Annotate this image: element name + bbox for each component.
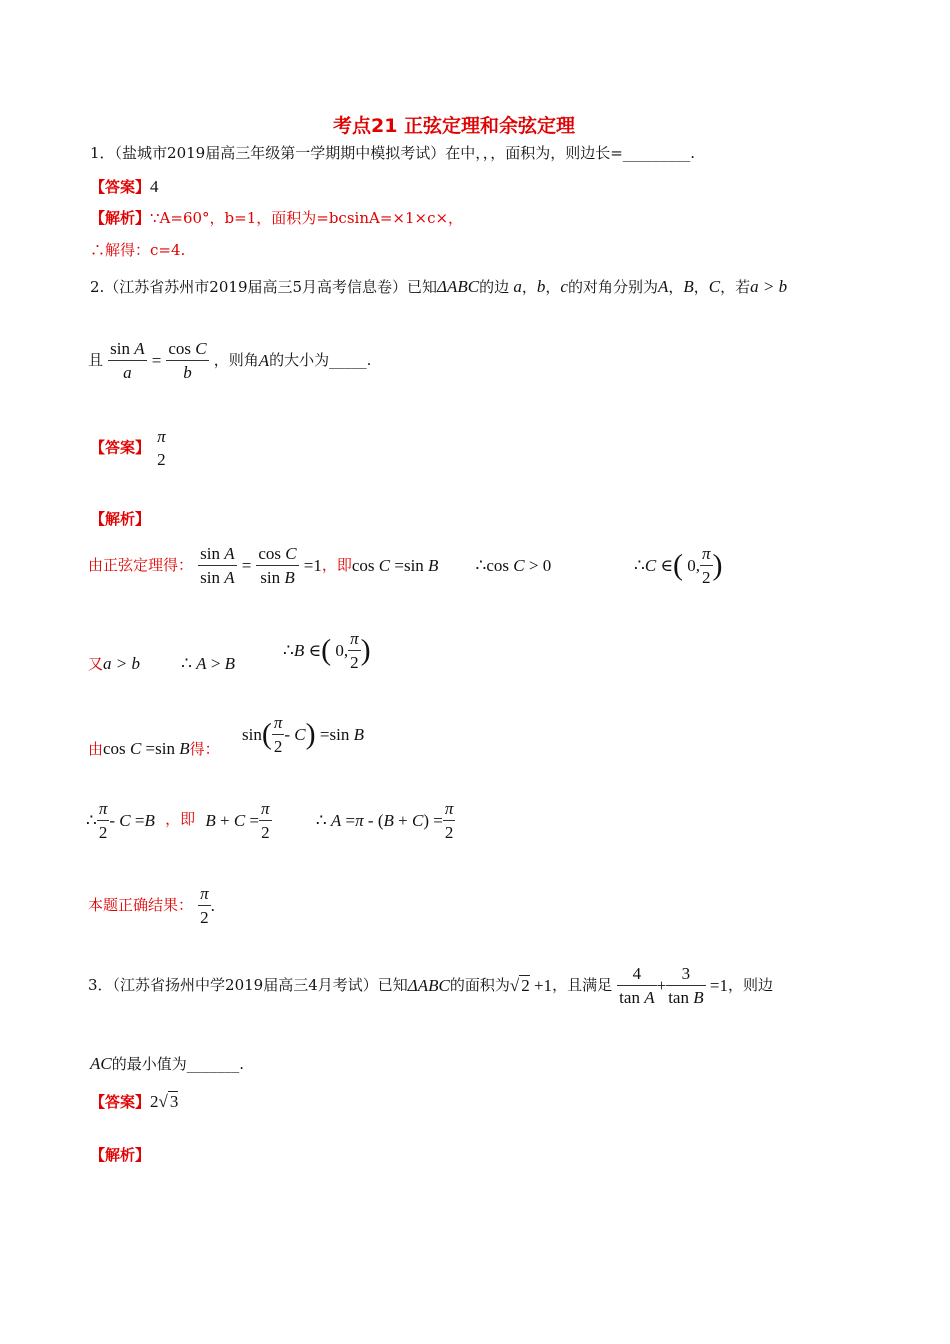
q2-result-label: 本题正确结果： xyxy=(88,896,194,914)
answer-label: 【答案】 xyxy=(90,438,151,457)
q2-stem-part3: 的对角分别为 xyxy=(567,278,658,296)
q3-stem-tail: ，则边 xyxy=(727,976,773,994)
q3-stem-part3: ，且满足 xyxy=(552,976,613,994)
answer-label: 【答案】 xyxy=(90,178,151,196)
answer-value: 4 xyxy=(150,177,159,196)
q2-step1-mid: ，即 xyxy=(321,556,352,574)
q2-step-2-range: ∴B ∈( 0, $\frac{\pi}{2}$ ) xyxy=(283,629,371,672)
q2-step-3-eq: sin( $\frac{\pi}{2}$ - C) =sin B xyxy=(242,713,364,756)
q3-answer xyxy=(90,1093,178,1110)
q2-step3-de: 得： xyxy=(189,740,220,758)
q2-step2-cond: a > b xyxy=(103,654,140,673)
q3-triangle: ΔABC xyxy=(407,976,450,995)
analysis-label: 【解析】 xyxy=(90,1146,151,1164)
fraction-cosC-b: $\frac{\text{cos C}}{b}$ xyxy=(168,339,207,382)
q3-answer-value: 2√ 3 xyxy=(150,1092,179,1111)
q3-stem-part2: 的面积为 xyxy=(449,976,510,994)
analysis-label: 【解析】 xyxy=(90,209,151,227)
q2-step1-label: 由正弦定理得： xyxy=(88,556,194,574)
q2-step2-label: 又 xyxy=(88,655,104,673)
q2-stem-part4: ，若 xyxy=(720,278,751,296)
question-2-stem: 2.（江苏省苏州市2019届高三5月高考信息卷）已知ΔABC的边 a，b，c的对角分别为A，B，C，若a > b xyxy=(90,277,788,296)
analysis-line-1: ∵A=60°，b=1，面积为=bcsinA=×1×c×， xyxy=(150,209,464,227)
q3-stem-line2 xyxy=(90,1055,244,1072)
q2-triangle: ΔABC xyxy=(437,277,480,296)
q2-and: 且 xyxy=(88,351,104,369)
q2-step-1: 由正弦定理得： $\frac{\text{sin A}}{\text{sin A}}$ = $\frac{\text{cos C}}{\text{sin B}}$ =1，即cos C =sin B ∴cos C > 0 xyxy=(88,544,552,587)
q2-step4-ji: ，即 xyxy=(165,812,196,828)
fraction-pi-over-2: π 2 xyxy=(157,427,166,469)
q2-step-1-range: ∴C ∈( 0, $\frac{\pi}{2}$ ) xyxy=(634,544,723,587)
q2-stem-line2: 且 $\frac{\text{sin A}}{a}$ = $\frac{\text{cos C}}{b}$ ，则角A的大小为_____. xyxy=(88,339,372,382)
q2-answer xyxy=(90,428,168,468)
analysis-label: 【解析】 xyxy=(90,510,151,528)
q2-stem-part1: 2.（江苏省苏州市2019届高三5月高考信息卷）已知 xyxy=(90,278,438,296)
q2-step3-label: 由 xyxy=(88,740,104,758)
q3-line2-var: AC xyxy=(90,1054,112,1073)
q3-stem-part1: 3．（江苏省扬州中学2019届高三4月考试）已知 xyxy=(88,976,408,994)
answer-label: 【答案】 xyxy=(90,1093,151,1111)
question-1-stem: 1．（盐城市2019届高三年级第一学期期中模拟考试）在中，，，面积为，则边长=_________. xyxy=(90,144,696,162)
question-3-stem: 3．（江苏省扬州中学2019届高三4月考试）已知ΔABC的面积为√ 2 +1，且满足 $\frac{4}{\text{tan A}}$ + $\frac{3}{\text{tan B}}$ =1，则边 xyxy=(88,964,773,1007)
q2-condition: a > b xyxy=(750,277,788,296)
q1-answer xyxy=(90,178,159,195)
q2-result: 本题正确结果： $\frac{\pi}{2}$ . xyxy=(88,884,215,927)
q2-stem-tail: ，则角 xyxy=(213,351,259,369)
q2-stem-part2: 的边 xyxy=(479,278,510,296)
page-title: 考点21 正弦定理和余弦定理 xyxy=(333,115,576,137)
analysis-line-2: ∴解得：c=4. xyxy=(90,241,186,259)
q3-line2-text: 的最小值为_______. xyxy=(111,1055,245,1073)
q2-stem-tail2: 的大小为_____. xyxy=(269,351,372,369)
fraction-sinA-a: $\frac{\text{sin A}}{a}$ xyxy=(110,339,145,382)
q1-analysis xyxy=(90,210,463,226)
q2-step-3: 由cos C =sin B得： xyxy=(88,739,220,758)
q2-step-2: 又a > b ∴ A > B xyxy=(88,654,236,673)
q2-step-4: ∴ $\frac{\pi}{2}$ - C =B ，即 B + C = $\frac{\pi}{2}$ ∴ A =π - (B + C) = $\frac{\pi}{2}$ xyxy=(86,799,454,842)
